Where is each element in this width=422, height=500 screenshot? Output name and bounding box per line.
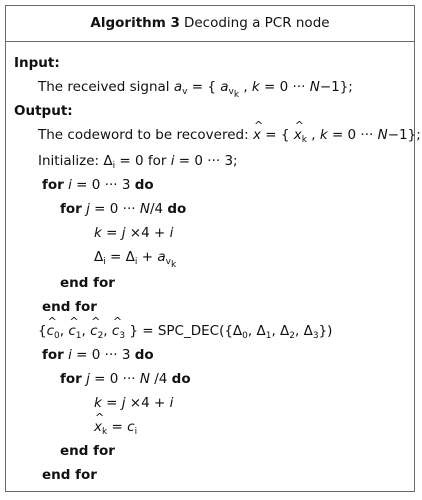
inner-end-for-2: end for [60, 443, 115, 459]
inner-for-2: for j = 0 ··· N /4 do [60, 371, 191, 387]
input-description: The received signal $a_v$ = { $a_{v_k}$ , k = 0 ··· N−1}; [38, 79, 353, 100]
algorithm-title: Decoding a PCR node [183, 15, 330, 31]
index-assign-2: k = j ×4 + i [94, 395, 174, 411]
inner-end-for-1: end for [60, 275, 115, 291]
algorithm-label: Algorithm 3 [90, 15, 180, 31]
algorithm-header [6, 6, 414, 40]
output-description: The codeword to be recovered: ^ x = { ^ $x_k$ , k = 0 ··· N−1}; [38, 126, 421, 144]
algorithm-box [5, 5, 421, 492]
outer-for-1: for i = 0 ··· 3 do [42, 177, 154, 193]
delta-accumulate: $\Delta_i = \Delta_i + a_{v_k}$ [94, 249, 177, 270]
inner-for-1: for j = 0 ··· N/4 do [60, 201, 187, 217]
input-label: Input: [14, 55, 60, 71]
index-assign-1: k = j ×4 + i [94, 225, 174, 241]
output-label: Output: [14, 103, 73, 119]
outer-for-2: for i = 0 ··· 3 do [42, 347, 154, 363]
codeword-assign: ^ $x_k = c_i$ [94, 418, 137, 436]
outer-end-for-1: end for [42, 299, 97, 315]
spc-dec-line: {^ $c_0$, ^ $c_1$, ^ $c_2$, ^ $c_3$ } = $SPC\_DEC(\{\Delta_0$, $\Delta_1$, $\Delta_2$, $\Delta_3$}) [38, 322, 332, 340]
initialize-line: Initialize: $\Delta_i = 0$ for i = 0 ··· 3; [38, 153, 238, 171]
header-divider [6, 41, 414, 42]
outer-end-for-2: end for [42, 467, 97, 483]
